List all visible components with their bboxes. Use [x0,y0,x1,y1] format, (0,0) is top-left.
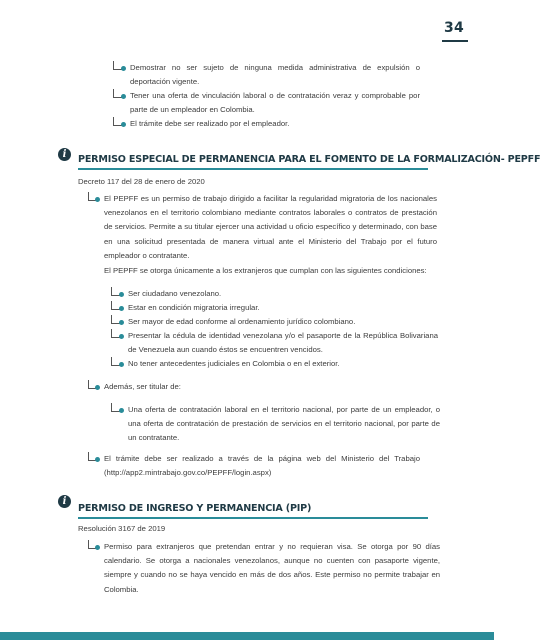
section-rule [78,517,428,519]
list-bullet [121,122,126,127]
resolution-label: Resolución 3167 de 2019 [78,524,166,533]
page-number: 34 [444,20,465,36]
info-icon: i [58,148,71,161]
list-item: El trámite debe ser realizado por el empleador. [130,119,290,128]
list-bullet [95,385,100,390]
pepff-description: El PEPFF es un permiso de trabajo dirigido a facilitar la regularidad migratoria de los nacionales venezolanos en el territorio colombiano mediante contratos laborales o contratos de prestación de servicios. Permite a su titular ejercer una actividad u oficio específico y determinado, con base en una solicitud presentada de manera virtual ante el Ministerio del Trabajo por el futuro empleador o contratante. [104,194,437,260]
condition-item: Ser mayor de edad conforme al ordenamiento jurídico colombiano. [128,317,356,326]
list-bullet [95,545,100,550]
list-bullet [119,362,124,367]
info-icon: i [58,495,71,508]
footer-bar [0,632,494,640]
condition-item: Presentar la cédula de identidad venezolana y/o el pasaporte de la República Bolivariana de Venezuela aun cuando éstos se encuentren vencidos. [128,331,438,355]
section-title-pip: PERMISO DE INGRESO Y PERMANENCIA (PIP) [78,503,312,514]
list-bullet [119,306,124,311]
conditions-intro: El PEPFF se otorga únicamente a los extranjeros que cumplan con las siguientes condiciones: [104,266,427,275]
list-item: Demostrar no ser sujeto de ninguna medida administrativa de expulsión o deportación vigente. [130,63,420,87]
section-title-pepff: PERMISO ESPECIAL DE PERMANENCIA PARA EL FOMENTO DE LA FORMALIZACIÓN- PEPFF [78,154,540,165]
also-label: Además, ser titular de: [104,382,181,391]
list-bullet [95,197,100,202]
also-item: Una oferta de contratación laboral en el territorio nacional, por parte de un empleador, o una oferta de contratación de prestación de servicios en el territorio nacional, por parte de un contratante. [128,405,440,443]
condition-item: Ser ciudadano venezolano. [128,289,222,298]
procedure-item: El trámite debe ser realizado a través de la página web del Ministerio del Trabajo (http://app2.mintrabajo.gov.co/PEPFF/login.aspx) [104,454,420,478]
pip-item: Permiso para extranjeros que pretendan entrar y no requieran visa. Se otorga por 90 días calendario. Se otorga a nacionales venezolanos, aunque no cuenten con pasaporte vigente, siempre y cuando no se haya vencido en más de dos años. Este permiso no permite trabajar en Colombia. [104,542,440,594]
list-bullet [121,94,126,99]
condition-item: No tener antecedentes judiciales en Colombia o en el exterior. [128,359,340,368]
list-bullet [119,408,124,413]
list-bullet [95,457,100,462]
list-item: Tener una oferta de vinculación laboral o de contratación veraz y comprobable por parte de un empleador en Colombia. [130,91,420,115]
page-number-rule [442,40,468,42]
list-bullet [121,66,126,71]
list-bullet [119,292,124,297]
list-bullet [119,334,124,339]
decree-label: Decreto 117 del 28 de enero de 2020 [78,177,205,186]
section-rule [78,168,428,170]
condition-item: Estar en condición migratoria irregular. [128,303,260,312]
list-bullet [119,320,124,325]
